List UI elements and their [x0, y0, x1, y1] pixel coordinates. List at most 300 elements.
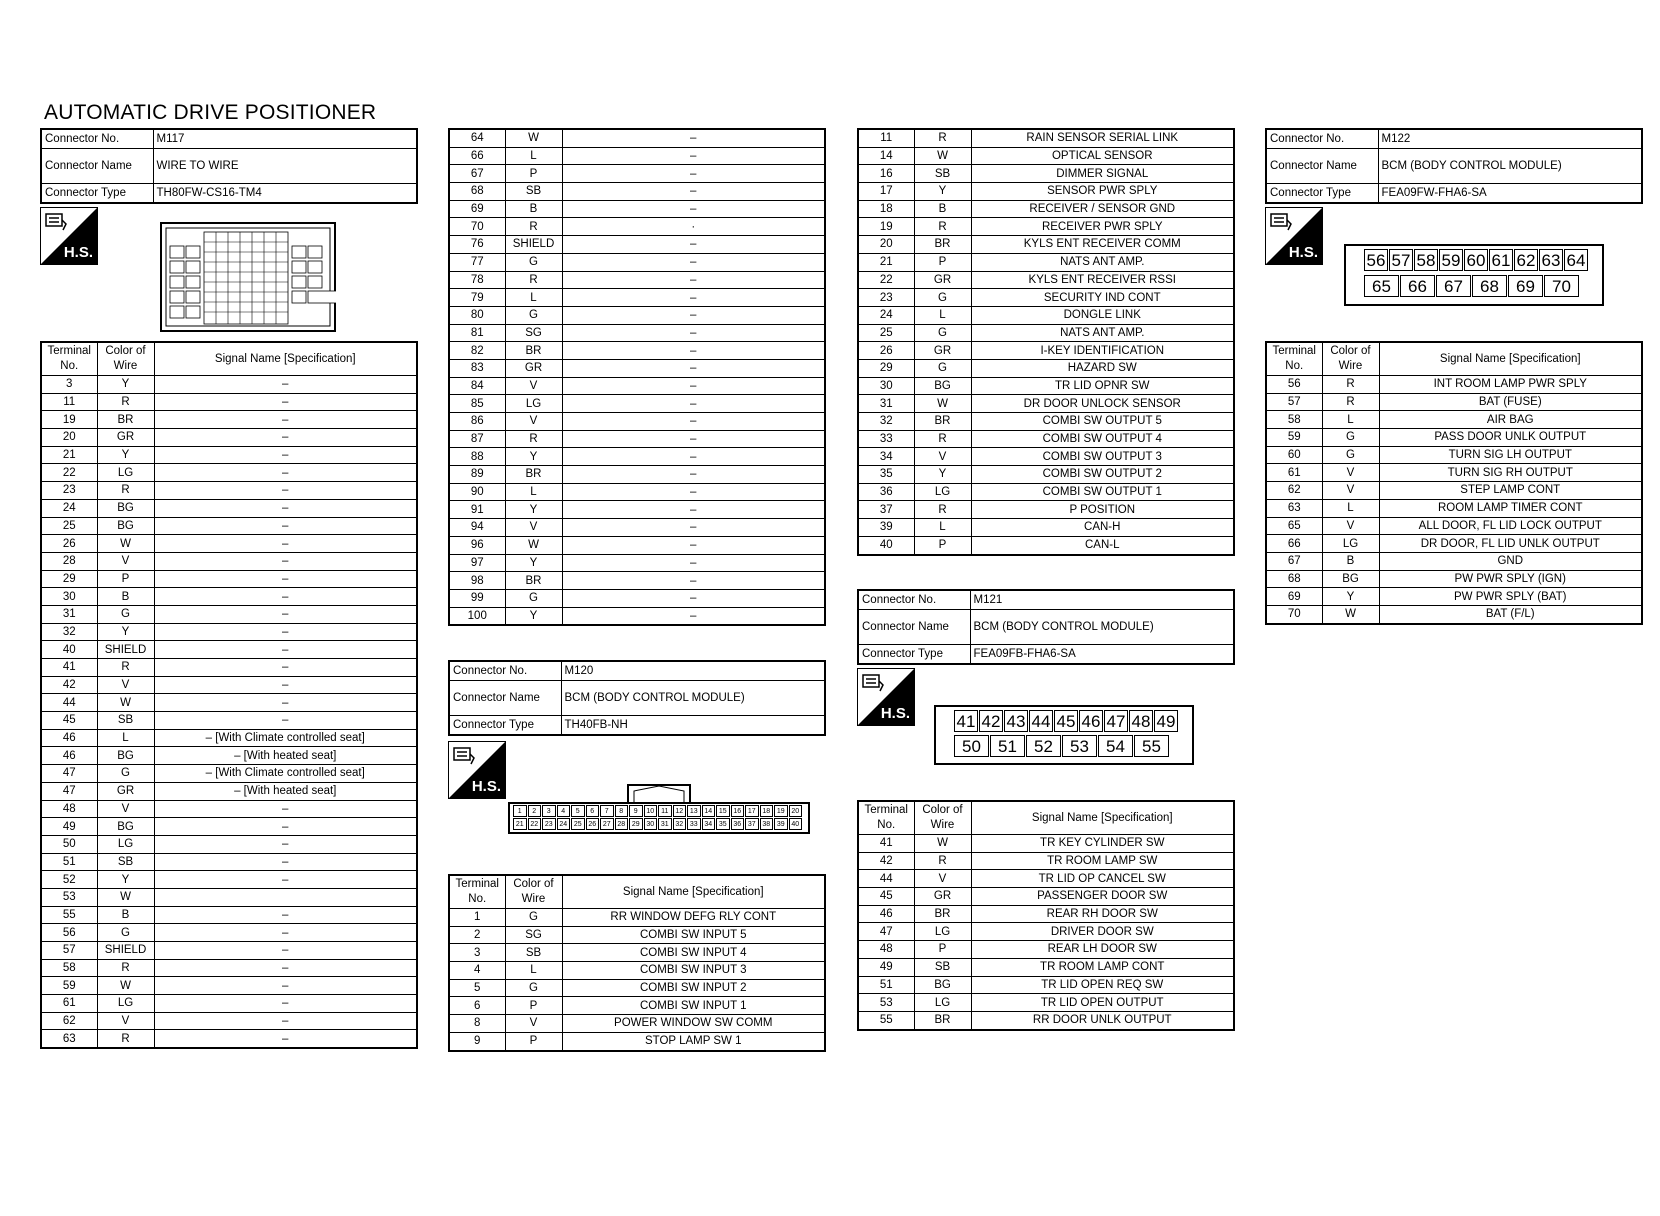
table-row [858, 870, 1234, 888]
table-row [858, 941, 1234, 959]
table-row [858, 218, 1234, 236]
harness-side-icon [857, 668, 915, 726]
table-row [449, 979, 825, 997]
wire-color: BR [97, 411, 154, 429]
table-row [449, 183, 825, 201]
table-row [449, 200, 825, 218]
table-row [858, 413, 1234, 431]
wire-color: Y [1322, 588, 1379, 606]
wire-color: V [97, 800, 154, 818]
table-row [858, 129, 1234, 147]
connector-info-m120 [448, 660, 826, 736]
wire-color: R [505, 218, 562, 236]
wire-color: BG [97, 747, 154, 765]
terminal-no: 59 [1266, 429, 1322, 447]
table-row [449, 572, 825, 590]
connector-pin: 36 [731, 818, 745, 830]
wire-color: B [505, 200, 562, 218]
wire-color: Y [505, 448, 562, 466]
table-row [41, 393, 417, 411]
terminal-no: 45 [858, 888, 914, 906]
signal-name: – [562, 430, 825, 448]
header-color: Color of Wire [1322, 342, 1379, 376]
value-connector-type: TH80FW-CS16-TM4 [153, 184, 417, 204]
terminal-no: 69 [1266, 588, 1322, 606]
signal-name: – [562, 236, 825, 254]
terminal-no: 70 [449, 218, 505, 236]
wire-color: SB [505, 183, 562, 201]
signal-name: – [154, 588, 417, 606]
terminal-no: 51 [858, 976, 914, 994]
wire-color: G [1322, 446, 1379, 464]
connector-pin: 20 [789, 805, 803, 817]
signal-name: I-KEY IDENTIFICATION [971, 342, 1234, 360]
terminal-no: 80 [449, 306, 505, 324]
table-row [858, 1011, 1234, 1029]
wire-color: P [914, 941, 971, 959]
wire-color: LG [97, 464, 154, 482]
signal-name: DR DOOR, FL LID UNLK OUTPUT [1379, 535, 1642, 553]
terminal-no: 77 [449, 253, 505, 271]
wire-color: W [97, 977, 154, 995]
header-signal: Signal Name [Specification] [562, 875, 825, 909]
terminal-no: 21 [41, 446, 97, 464]
harness-side-icon [40, 207, 98, 265]
wire-color: V [914, 870, 971, 888]
terminal-no: 78 [449, 271, 505, 289]
signal-name: COMBI SW OUTPUT 4 [971, 430, 1234, 448]
signal-name: GND [1379, 552, 1642, 570]
table-row [858, 905, 1234, 923]
terminal-no: 83 [449, 359, 505, 377]
signal-name: – [154, 959, 417, 977]
table-row [449, 165, 825, 183]
terminal-no: 91 [449, 501, 505, 519]
wire-color: G [505, 306, 562, 324]
wire-color: L [914, 519, 971, 537]
wire-color: SG [505, 926, 562, 944]
hs-label: H.S. [1288, 244, 1318, 261]
connector-pin: 42 [979, 710, 1003, 732]
wire-color: BR [914, 236, 971, 254]
terminal-no: 44 [41, 694, 97, 712]
signal-name: TR LID OPEN REQ SW [971, 976, 1234, 994]
table-row [449, 466, 825, 484]
signal-name: DONGLE LINK [971, 306, 1234, 324]
connector-pin: 50 [954, 735, 989, 757]
header-terminal: Terminal No. [858, 801, 914, 835]
connector-pin: 33 [687, 818, 701, 830]
terminal-no: 4 [449, 962, 505, 980]
signal-name: NATS ANT AMP. [971, 253, 1234, 271]
wire-color: W [914, 835, 971, 853]
wire-color: SB [914, 165, 971, 183]
signal-name: COMBI SW INPUT 3 [562, 962, 825, 980]
table-row [1266, 499, 1642, 517]
wire-color: R [97, 393, 154, 411]
table-row [41, 446, 417, 464]
signal-name: – [562, 377, 825, 395]
wire-color: BG [914, 976, 971, 994]
wire-color: SB [914, 958, 971, 976]
label-connector-no: Connector No. [449, 661, 561, 681]
signal-name: TR ROOM LAMP SW [971, 852, 1234, 870]
table-row [41, 800, 417, 818]
connector-pin: 27 [600, 818, 614, 830]
terminal-no: 2 [449, 926, 505, 944]
connector-pin: 60 [1464, 249, 1488, 271]
table-row [449, 519, 825, 537]
connector-pin: 64 [1564, 249, 1588, 271]
connector-pin: 31 [658, 818, 672, 830]
signal-name: P POSITION [971, 501, 1234, 519]
signal-name: COMBI SW INPUT 1 [562, 997, 825, 1015]
wire-color: GR [914, 888, 971, 906]
table-row [449, 1032, 825, 1050]
table-row [858, 519, 1234, 537]
terminal-no: 24 [858, 306, 914, 324]
signal-name: ROOM LAMP TIMER CONT [1379, 499, 1642, 517]
connector-pin: 57 [1389, 249, 1413, 271]
terminal-no: 56 [1266, 376, 1322, 394]
value-connector-type: FEA09FB-FHA6-SA [970, 645, 1234, 665]
wire-color: GR [914, 342, 971, 360]
signal-name: RAIN SENSOR SERIAL LINK [971, 129, 1234, 147]
signal-name: COMBI SW OUTPUT 2 [971, 466, 1234, 484]
signal-name: PASSENGER DOOR SW [971, 888, 1234, 906]
terminal-no: 53 [858, 994, 914, 1012]
wire-color: V [1322, 517, 1379, 535]
terminal-no: 62 [41, 1012, 97, 1030]
table-row [41, 552, 417, 570]
wire-color: G [505, 253, 562, 271]
table-row [41, 570, 417, 588]
terminal-no: 40 [41, 641, 97, 659]
label-connector-type: Connector Type [858, 645, 970, 665]
terminal-no: 67 [1266, 552, 1322, 570]
signal-name: COMBI SW INPUT 4 [562, 944, 825, 962]
signal-name: KYLS ENT RECEIVER COMM [971, 236, 1234, 254]
signal-name: – [562, 466, 825, 484]
wire-color: G [505, 589, 562, 607]
table-row [449, 1015, 825, 1033]
terminal-no: 42 [858, 852, 914, 870]
table-row [449, 218, 825, 236]
signal-name: TURN SIG LH OUTPUT [1379, 446, 1642, 464]
wire-color: V [97, 1012, 154, 1030]
terminal-no: 62 [1266, 482, 1322, 500]
connector-pin: 39 [774, 818, 788, 830]
connector-info-m117 [40, 128, 418, 204]
connector-pin: 5 [571, 805, 585, 817]
wire-color: LG [914, 994, 971, 1012]
signal-name: HAZARD SW [971, 359, 1234, 377]
connector-pin: 69 [1508, 275, 1543, 297]
wire-color: P [505, 165, 562, 183]
terminal-no: 46 [41, 729, 97, 747]
table-row [449, 342, 825, 360]
signal-name: RR DOOR UNLK OUTPUT [971, 1011, 1234, 1029]
signal-name: – [562, 554, 825, 572]
table-row [41, 588, 417, 606]
connector-face-m117 [160, 222, 336, 332]
signal-name: RECEIVER PWR SPLY [971, 218, 1234, 236]
table-row [449, 997, 825, 1015]
terminal-no: 50 [41, 835, 97, 853]
table-row [41, 765, 417, 783]
connector-pin: 70 [1544, 275, 1579, 297]
wire-color: G [97, 605, 154, 623]
connector-pin: 10 [644, 805, 658, 817]
signal-name: – [154, 446, 417, 464]
harness-side-icon [1265, 207, 1323, 265]
table-row [858, 271, 1234, 289]
table-row [1266, 535, 1642, 553]
header-signal: Signal Name [Specification] [971, 801, 1234, 835]
wire-color: GR [505, 359, 562, 377]
terminal-no: 44 [858, 870, 914, 888]
value-connector-name: BCM (BODY CONTROL MODULE) [970, 610, 1234, 645]
signal-name: – [562, 501, 825, 519]
wire-color: R [1322, 376, 1379, 394]
table-row [858, 888, 1234, 906]
connector-pin: 34 [702, 818, 716, 830]
terminal-no: 66 [449, 147, 505, 165]
terminal-no: 32 [858, 413, 914, 431]
signal-name: – [154, 641, 417, 659]
wire-color: Y [505, 501, 562, 519]
signal-name: – [154, 1030, 417, 1048]
table-row [41, 853, 417, 871]
header-signal: Signal Name [Specification] [1379, 342, 1642, 376]
table-row [449, 377, 825, 395]
wire-color: LG [97, 835, 154, 853]
connector-face-m120 [508, 802, 810, 834]
table-row [858, 852, 1234, 870]
signal-name: – [154, 659, 417, 677]
connector-pin: 47 [1104, 710, 1128, 732]
terminal-no: 3 [41, 376, 97, 394]
signal-name: NATS ANT AMP. [971, 324, 1234, 342]
wire-color: L [1322, 411, 1379, 429]
signal-name: KYLS ENT RECEIVER RSSI [971, 271, 1234, 289]
signal-name: – [154, 995, 417, 1013]
connector-pin: 32 [673, 818, 687, 830]
connector-pin: 45 [1054, 710, 1078, 732]
wire-color: G [914, 359, 971, 377]
table-row [41, 729, 417, 747]
connector-pin: 53 [1062, 735, 1097, 757]
connector-pin: 46 [1079, 710, 1103, 732]
table-row [449, 483, 825, 501]
terminal-no: 98 [449, 572, 505, 590]
table-row [858, 183, 1234, 201]
value-connector-name: WIRE TO WIRE [153, 149, 417, 184]
terminal-no: 19 [41, 411, 97, 429]
connector-pin: 1 [513, 805, 527, 817]
connector-pin: 22 [528, 818, 542, 830]
wire-color: Y [97, 623, 154, 641]
connector-pin: 6 [586, 805, 600, 817]
header-terminal: Terminal No. [41, 342, 97, 376]
wire-color: R [914, 430, 971, 448]
connector-pin: 15 [716, 805, 730, 817]
value-connector-no: M117 [153, 129, 417, 149]
terminal-no: 58 [41, 959, 97, 977]
terminal-no: 9 [449, 1032, 505, 1050]
table-row [858, 430, 1234, 448]
terminal-no: 30 [41, 588, 97, 606]
connector-latch-m120 [626, 782, 692, 804]
terminal-no: 11 [41, 393, 97, 411]
wire-color: Y [97, 376, 154, 394]
terminal-no: 68 [1266, 570, 1322, 588]
terminal-no: 49 [41, 818, 97, 836]
table-row [1266, 393, 1642, 411]
terminal-no: 35 [858, 466, 914, 484]
wire-color: SHIELD [97, 942, 154, 960]
signal-name: – [562, 129, 825, 147]
wire-color: Y [914, 466, 971, 484]
table-row [41, 535, 417, 553]
signal-name: TURN SIG RH OUTPUT [1379, 464, 1642, 482]
signal-name: – [154, 376, 417, 394]
table-row [858, 501, 1234, 519]
terminal-no: 20 [41, 429, 97, 447]
signal-name: – [154, 676, 417, 694]
table-row [449, 589, 825, 607]
terminal-no: 31 [858, 395, 914, 413]
hs-label: H.S. [63, 244, 93, 261]
terminal-no: 28 [41, 552, 97, 570]
signal-name: – [562, 395, 825, 413]
signal-name: – [154, 429, 417, 447]
table-row [41, 906, 417, 924]
signal-name: – [With Climate controlled seat] [154, 765, 417, 783]
label-connector-name: Connector Name [41, 149, 153, 184]
signal-name: BAT (F/L) [1379, 605, 1642, 623]
terminal-no: 47 [41, 782, 97, 800]
wire-color: V [1322, 482, 1379, 500]
terminal-no: 52 [41, 871, 97, 889]
signal-name: – [154, 942, 417, 960]
table-row [41, 818, 417, 836]
wire-color: V [97, 552, 154, 570]
connector-pin: 26 [586, 818, 600, 830]
wire-color: R [1322, 393, 1379, 411]
signal-name: BAT (FUSE) [1379, 393, 1642, 411]
table-row [449, 253, 825, 271]
wire-color: BG [97, 818, 154, 836]
table-row [858, 306, 1234, 324]
table-row [41, 888, 417, 906]
wire-color: W [505, 129, 562, 147]
wire-color: G [505, 909, 562, 927]
signal-name: COMBI SW INPUT 5 [562, 926, 825, 944]
wire-color: P [97, 570, 154, 588]
terminal-no: 23 [858, 289, 914, 307]
signal-name: COMBI SW INPUT 2 [562, 979, 825, 997]
signal-name: – [154, 552, 417, 570]
terminal-no: 29 [41, 570, 97, 588]
signal-name: OPTICAL SENSOR [971, 147, 1234, 165]
terminal-no: 18 [858, 200, 914, 218]
terminal-no: 3 [449, 944, 505, 962]
wire-color: P [914, 253, 971, 271]
wire-color: R [914, 501, 971, 519]
signal-name: – [562, 359, 825, 377]
signal-name: PW PWR SPLY (IGN) [1379, 570, 1642, 588]
wire-color: P [914, 536, 971, 554]
terminal-no: 41 [41, 659, 97, 677]
signal-name: PW PWR SPLY (BAT) [1379, 588, 1642, 606]
wire-color: B [914, 200, 971, 218]
label-connector-name: Connector Name [449, 681, 561, 716]
wire-color: P [505, 1032, 562, 1050]
header-color: Color of Wire [914, 801, 971, 835]
wire-color: Y [97, 871, 154, 889]
signal-name [154, 888, 417, 906]
wire-color: W [97, 535, 154, 553]
table-row [449, 129, 825, 147]
wire-color: L [1322, 499, 1379, 517]
terminal-no: 65 [1266, 517, 1322, 535]
signal-name: – [154, 570, 417, 588]
wire-color: W [505, 536, 562, 554]
signal-name: – [154, 517, 417, 535]
signal-name: REAR RH DOOR SW [971, 905, 1234, 923]
table-row [449, 962, 825, 980]
wire-color: SB [97, 712, 154, 730]
connector-pin: 11 [658, 805, 672, 817]
table-row [1266, 552, 1642, 570]
table-row [449, 536, 825, 554]
wire-color: R [914, 218, 971, 236]
terminal-no: 30 [858, 377, 914, 395]
terminal-no: 57 [1266, 393, 1322, 411]
connector-pin: 54 [1098, 735, 1133, 757]
connector-pin: 19 [774, 805, 788, 817]
wire-color: L [505, 483, 562, 501]
connector-pin: 66 [1400, 275, 1435, 297]
terminal-no: 66 [1266, 535, 1322, 553]
signal-name: – [562, 483, 825, 501]
signal-name: SECURITY IND CONT [971, 289, 1234, 307]
table-row [41, 694, 417, 712]
terminal-no: 22 [858, 271, 914, 289]
terminal-no: 22 [41, 464, 97, 482]
wire-color: G [505, 979, 562, 997]
wire-color: W [914, 147, 971, 165]
table-row [858, 466, 1234, 484]
terminal-no: 57 [41, 942, 97, 960]
wire-color: BR [505, 572, 562, 590]
value-connector-name: BCM (BODY CONTROL MODULE) [1378, 149, 1642, 184]
wire-color: V [914, 448, 971, 466]
terminal-no: 63 [1266, 499, 1322, 517]
connector-pin: 55 [1134, 735, 1169, 757]
table-row [41, 605, 417, 623]
connector-pin: 35 [716, 818, 730, 830]
harness-side-icon [448, 741, 506, 799]
wire-color: G [97, 765, 154, 783]
wire-color: R [97, 482, 154, 500]
signal-name: – [562, 147, 825, 165]
signal-name: REAR LH DOOR SW [971, 941, 1234, 959]
signal-name: – [154, 482, 417, 500]
wire-color: V [505, 413, 562, 431]
signal-name: DR DOOR UNLOCK SENSOR [971, 395, 1234, 413]
